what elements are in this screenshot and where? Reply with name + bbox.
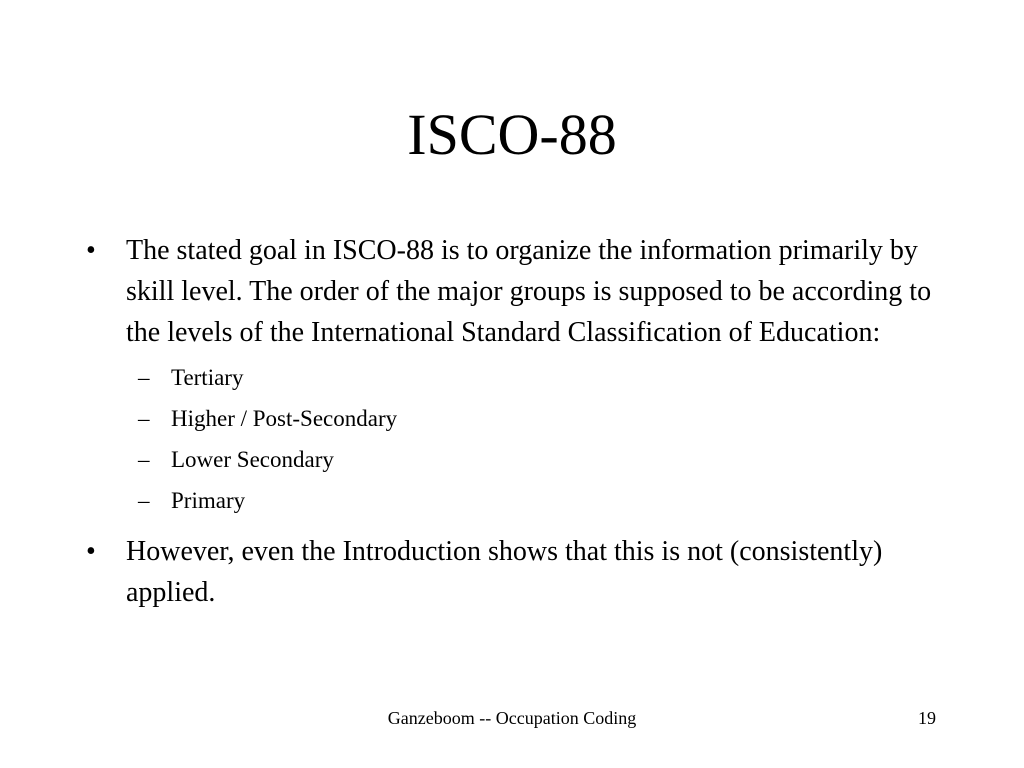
footer-text: Ganzeboom -- Occupation Coding (387, 708, 637, 728)
sub-bullet-item (126, 398, 936, 439)
sub-bullet-marker: – (138, 488, 150, 513)
sub-bullet-marker: – (138, 447, 150, 472)
bullet-marker: • (86, 536, 96, 567)
sub-bullet-marker: – (138, 365, 150, 390)
page-number: 19 (918, 708, 936, 728)
sub-bullet-text: Lower Secondary (171, 447, 334, 472)
bullet-list (86, 230, 936, 623)
sub-bullet-text: Primary (171, 488, 246, 513)
bullet-marker: • (86, 235, 96, 266)
bullet-item (86, 531, 936, 613)
sub-bullet-item (126, 357, 936, 398)
bullet-item (86, 230, 936, 521)
sub-bullet-text: Tertiary (171, 365, 244, 390)
bullet-text: However, even the Introduction shows that this is not (consistently) applied. (126, 536, 883, 608)
sub-bullet-item (126, 480, 936, 521)
sub-bullet-text: Higher / Post-Secondary (171, 406, 398, 431)
slide-title: ISCO-88 (407, 102, 617, 167)
bullet-text: The stated goal in ISCO-88 is to organize the information primarily by skill level. The order of the major groups is supposed to be according to the levels of the International Standard Classification of Education: (126, 235, 932, 348)
sub-bullet-list (126, 357, 936, 521)
sub-bullet-marker: – (138, 406, 150, 431)
sub-bullet-item (126, 439, 936, 480)
